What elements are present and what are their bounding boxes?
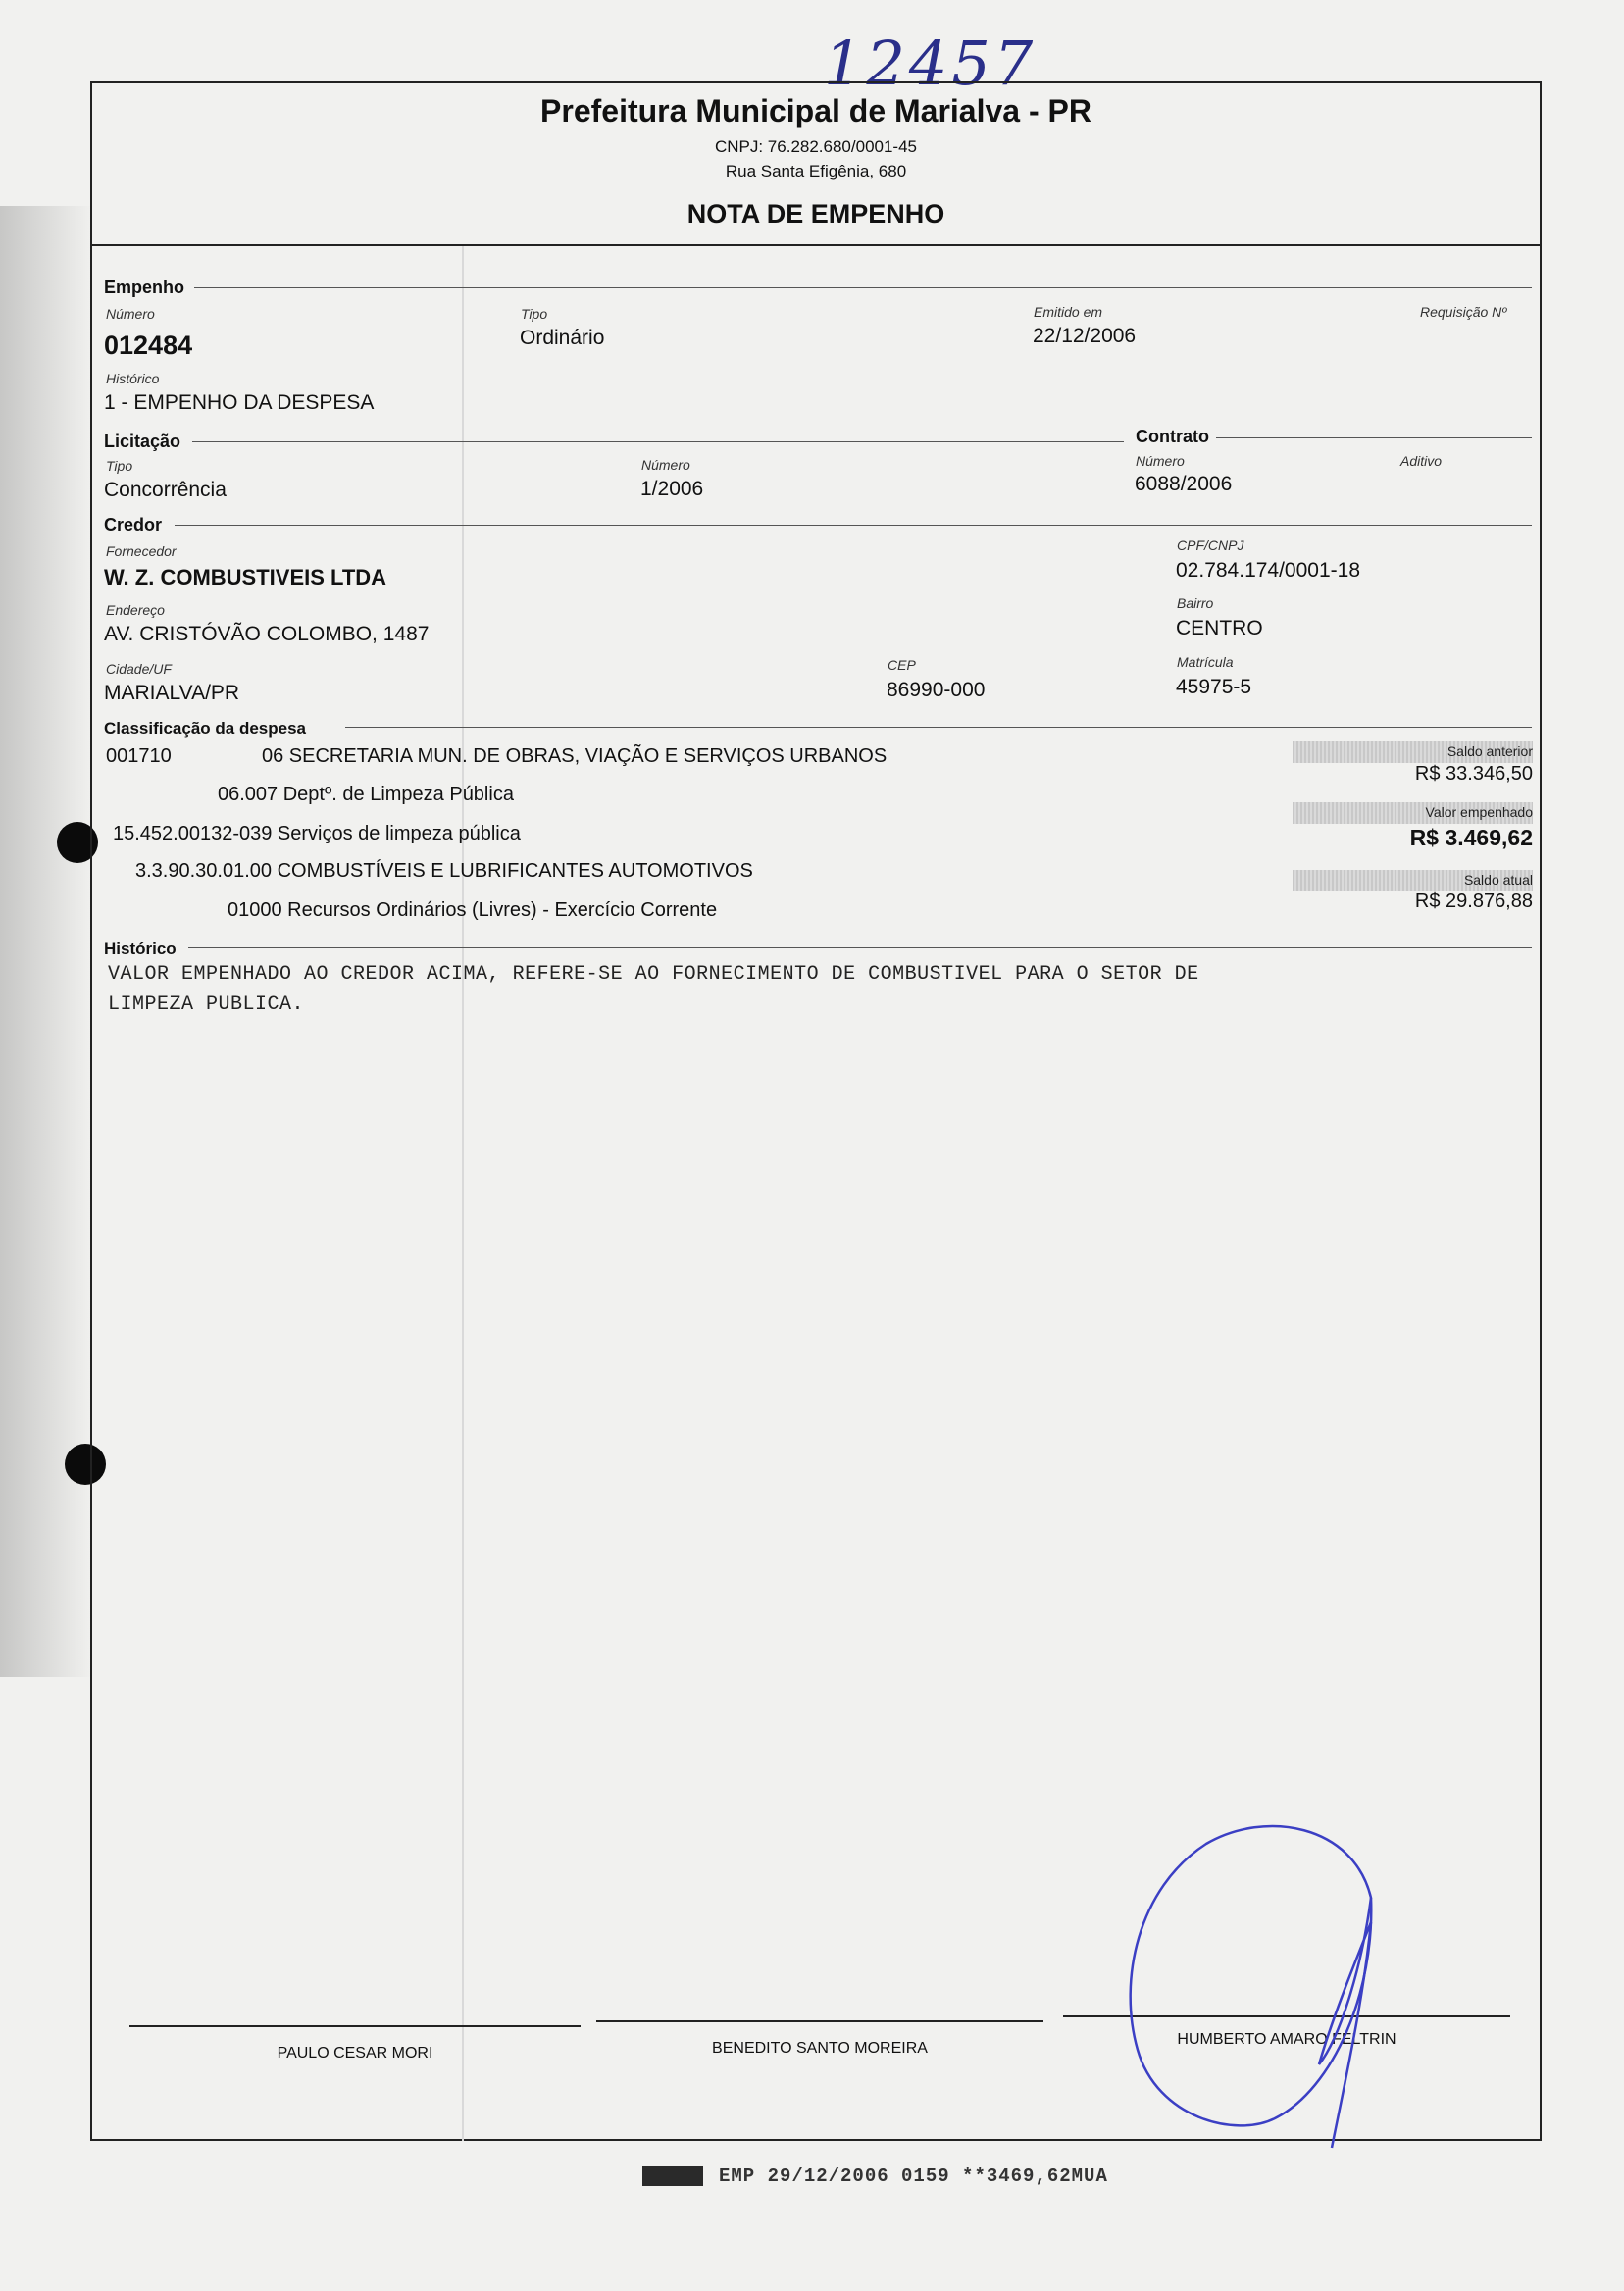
fornecedor: W. Z. COMBUSTIVEIS LTDA — [104, 565, 387, 589]
historico-section-title: Histórico — [104, 940, 182, 959]
saldo-anterior-label: Saldo anterior — [1446, 743, 1533, 759]
endereco-value: AV. CRISTÓVÃO COLOMBO, 1487 — [104, 623, 430, 645]
classificacao-rule — [345, 727, 1532, 728]
page-title: Prefeitura Municipal de Marialva - PR — [540, 93, 1091, 128]
classificacao-funcional: 15.452.00132-039 Serviços de limpeza pública — [113, 823, 521, 844]
empenho-tipo: Ordinário — [520, 327, 605, 349]
saldo-atual-value: R$ 29.876,88 — [1414, 891, 1533, 912]
credor-rule — [175, 525, 1532, 526]
classificacao-departamento: 06.007 Deptº. de Limpeza Pública — [218, 784, 514, 805]
licitacao-tipo: Concorrência — [104, 479, 227, 501]
cidade-value: MARIALVA/PR — [104, 682, 240, 704]
saldo-atual-label: Saldo atual — [1463, 872, 1533, 888]
empenho-rule — [194, 287, 1532, 288]
cidade-label: Cidade/UF — [106, 661, 172, 677]
historico-line-2: LIMPEZA PUBLICA. — [108, 993, 305, 1016]
signature-name-3: HUMBERTO AMARO FELTRIN — [1177, 2031, 1396, 2048]
valor-empenhado-label: Valor empenhado — [1425, 804, 1533, 820]
bairro-label: Bairro — [1177, 595, 1214, 611]
cpf-value: 02.784.174/0001-18 — [1176, 559, 1361, 582]
licitacao-numero: 1/2006 — [640, 478, 704, 500]
document-title: NOTA DE EMPENHO — [686, 199, 945, 229]
licitacao-numero-label: Número — [641, 457, 690, 473]
cep-value: 86990-000 — [887, 679, 986, 701]
requisicao-label: Requisição Nº — [1420, 304, 1507, 320]
licitacao-rule — [192, 441, 1124, 442]
classificacao-secretaria: 06 SECRETARIA MUN. DE OBRAS, VIAÇÃO E SERVIÇOS URBANOS — [262, 745, 888, 767]
cpf-label: CPF/CNPJ — [1177, 537, 1244, 553]
header-address: Rua Santa Efigênia, 680 — [725, 162, 907, 180]
header-cnpj: CNPJ: 76.282.680/0001-45 — [714, 137, 918, 156]
stamp-logo — [642, 2166, 703, 2186]
matricula-value: 45975-5 — [1176, 676, 1252, 698]
historico-rule — [188, 947, 1532, 948]
empenho-numero-label: Número — [106, 306, 155, 322]
fornecedor-label: Fornecedor — [106, 543, 177, 559]
signature-line-2 — [596, 2020, 1043, 2022]
signature-name-2: BENEDITO SANTO MOREIRA — [712, 2040, 928, 2057]
cep-label: CEP — [888, 657, 916, 673]
handwritten-number: 12457 — [824, 27, 1038, 99]
empenho-historico: 1 - EMPENHO DA DESPESA — [104, 391, 375, 414]
endereco-label: Endereço — [106, 602, 165, 618]
empenho-section-title: Empenho — [104, 278, 190, 298]
classificacao-recurso: 01000 Recursos Ordinários (Livres) - Exercício Corrente — [228, 899, 718, 921]
signature-line-1 — [129, 2025, 581, 2027]
contrato-section-title: Contrato — [1136, 427, 1215, 447]
bairro-value: CENTRO — [1176, 617, 1263, 639]
handwritten-signature — [1118, 1805, 1393, 2158]
contrato-rule — [1216, 437, 1532, 438]
classificacao-code: 001710 — [106, 745, 172, 767]
matricula-label: Matrícula — [1177, 654, 1234, 670]
mechanical-stamp — [642, 2165, 1108, 2187]
classificacao-section-title: Classificação da despesa — [104, 719, 312, 738]
empenho-tipo-label: Tipo — [521, 306, 548, 322]
stamp-text: EMP 29/12/2006 0159 **3469,62MUA — [719, 2165, 1108, 2187]
emitido-date: 22/12/2006 — [1033, 325, 1137, 347]
empenho-numero: 012484 — [104, 331, 193, 360]
fold-line — [462, 245, 464, 2141]
historico-line-1: VALOR EMPENHADO AO CREDOR ACIMA, REFERE-SE AO FORNECIMENTO DE COMBUSTIVEL PARA O SETOR DE — [108, 963, 1199, 986]
contrato-numero: 6088/2006 — [1135, 473, 1233, 495]
signature-name-1: PAULO CESAR MORI — [277, 2045, 433, 2062]
contrato-numero-label: Número — [1136, 453, 1185, 469]
document-header — [90, 81, 1542, 246]
aditivo-label: Aditivo — [1400, 453, 1443, 469]
valor-empenhado-value: R$ 3.469,62 — [1409, 825, 1533, 850]
licitacao-section-title: Licitação — [104, 432, 186, 452]
saldo-anterior-value: R$ 33.346,50 — [1414, 763, 1533, 785]
classificacao-elemento: 3.3.90.30.01.00 COMBUSTÍVEIS E LUBRIFICANTES AUTOMOTIVOS — [135, 860, 753, 882]
empenho-historico-label: Histórico — [106, 371, 160, 386]
licitacao-tipo-label: Tipo — [106, 458, 133, 474]
emitido-label: Emitido em — [1034, 304, 1103, 320]
credor-section-title: Credor — [104, 515, 168, 535]
